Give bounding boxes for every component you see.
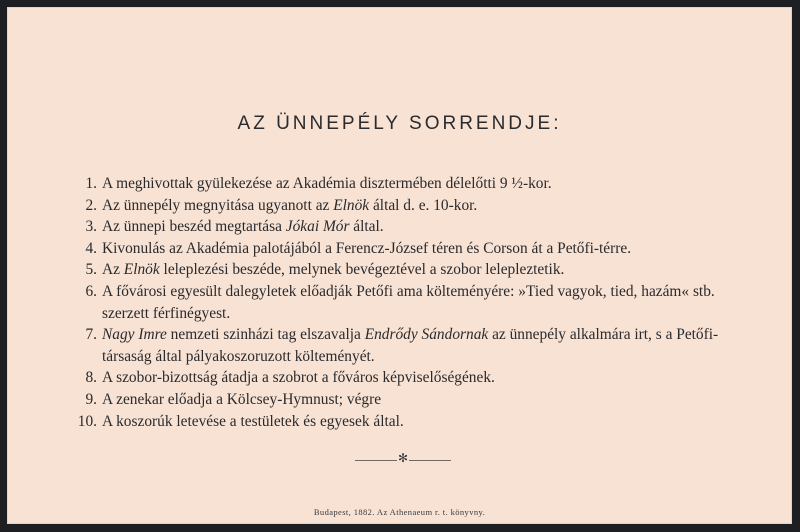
- item-number: 5.: [85, 261, 97, 279]
- item-number: 4.: [85, 239, 97, 257]
- item-text-segment: A koszorúk letevése a testületek és egyesek által.: [102, 412, 404, 430]
- item-text: [102, 389, 731, 411]
- item-text: [102, 324, 731, 367]
- item-number: 9.: [85, 390, 97, 408]
- program-item: [71, 281, 731, 324]
- item-number: 10.: [77, 412, 97, 430]
- program-item: [71, 324, 731, 367]
- item-text-segment: A meghivottak gyülekezése az Akadémia disztermében délelőtti 9 ½-kor.: [102, 175, 552, 192]
- item-number: 6.: [85, 282, 97, 300]
- item-number: 2.: [85, 196, 97, 214]
- program-item: [71, 173, 731, 195]
- program-item: [71, 389, 731, 411]
- item-text-segment: Az ünnepély megnyitása ugyanott az: [102, 196, 334, 214]
- program-item: [71, 238, 731, 260]
- item-text-segment: nemzeti szinházi tag elszavalja: [166, 326, 365, 344]
- item-text: [102, 367, 731, 389]
- item-text-segment: Kivonulás az Akadémia palotájából a Ferencz-József téren és Corson át a Petőfi-térre.: [102, 239, 632, 257]
- program-item: [71, 216, 731, 238]
- printer-imprint: Budapest, 1882. Az Athenaeum r. t. könyvny.: [313, 507, 486, 517]
- item-text-segment: Az ünnepi beszéd megtartása: [102, 218, 286, 236]
- item-name-italic: Elnök: [123, 261, 160, 279]
- program-item: [71, 259, 731, 281]
- item-number: 7.: [85, 326, 97, 344]
- program-item: [71, 367, 731, 389]
- program-item: [71, 411, 731, 433]
- item-text-segment: A szobor-bizottság átadja a szobrot a főváros képviselőségének.: [102, 369, 495, 387]
- program-list: [71, 173, 731, 432]
- divider-line-left: [355, 460, 397, 461]
- item-text: [102, 281, 731, 324]
- item-number: 1.: [85, 175, 97, 192]
- item-text-segment: leleplezési beszéde, melynek bevégeztével a szobor lelepleztetik.: [159, 261, 565, 279]
- item-text: [102, 238, 731, 260]
- item-text-segment: Az: [102, 261, 124, 279]
- item-text-segment: az ünnepély alkalmára irt, s a Petőfi-társaság által pályakoszoruzott költeményét.: [102, 326, 719, 365]
- item-text: [102, 259, 731, 281]
- item-text-segment: A zenekar előadja a Kölcsey-Hymnust; végre: [102, 390, 382, 408]
- item-text-segment: által d. e. 10-kor.: [369, 196, 478, 214]
- item-text: [102, 195, 731, 217]
- item-number: 8.: [85, 369, 97, 387]
- item-name-italic: Nagy Imre: [102, 326, 167, 344]
- item-text-segment: A fővárosi egyesült dalegyletek előadják Petőfi ama költeményére: »Tied vagyok, tied, hazám« stb. szerzett férfinégyest.: [102, 282, 715, 322]
- item-name-italic: Jókai Mór: [285, 218, 350, 236]
- item-name-italic: Elnök: [333, 196, 370, 214]
- item-text: [102, 173, 731, 195]
- ornamental-divider: [355, 453, 451, 467]
- document-title: AZ ÜNNEPÉLY SORRENDJE:: [237, 113, 562, 134]
- program-item: [71, 195, 731, 217]
- item-text-segment: által.: [349, 218, 384, 236]
- item-number: 3.: [85, 218, 97, 236]
- program-card: [7, 7, 792, 524]
- item-text: [102, 411, 731, 433]
- divider-line-right: [409, 460, 451, 461]
- item-name-italic: Endrődy Sándornak: [364, 326, 489, 344]
- item-text: [102, 216, 731, 238]
- asterisk-ornament-icon: ✻: [397, 451, 409, 465]
